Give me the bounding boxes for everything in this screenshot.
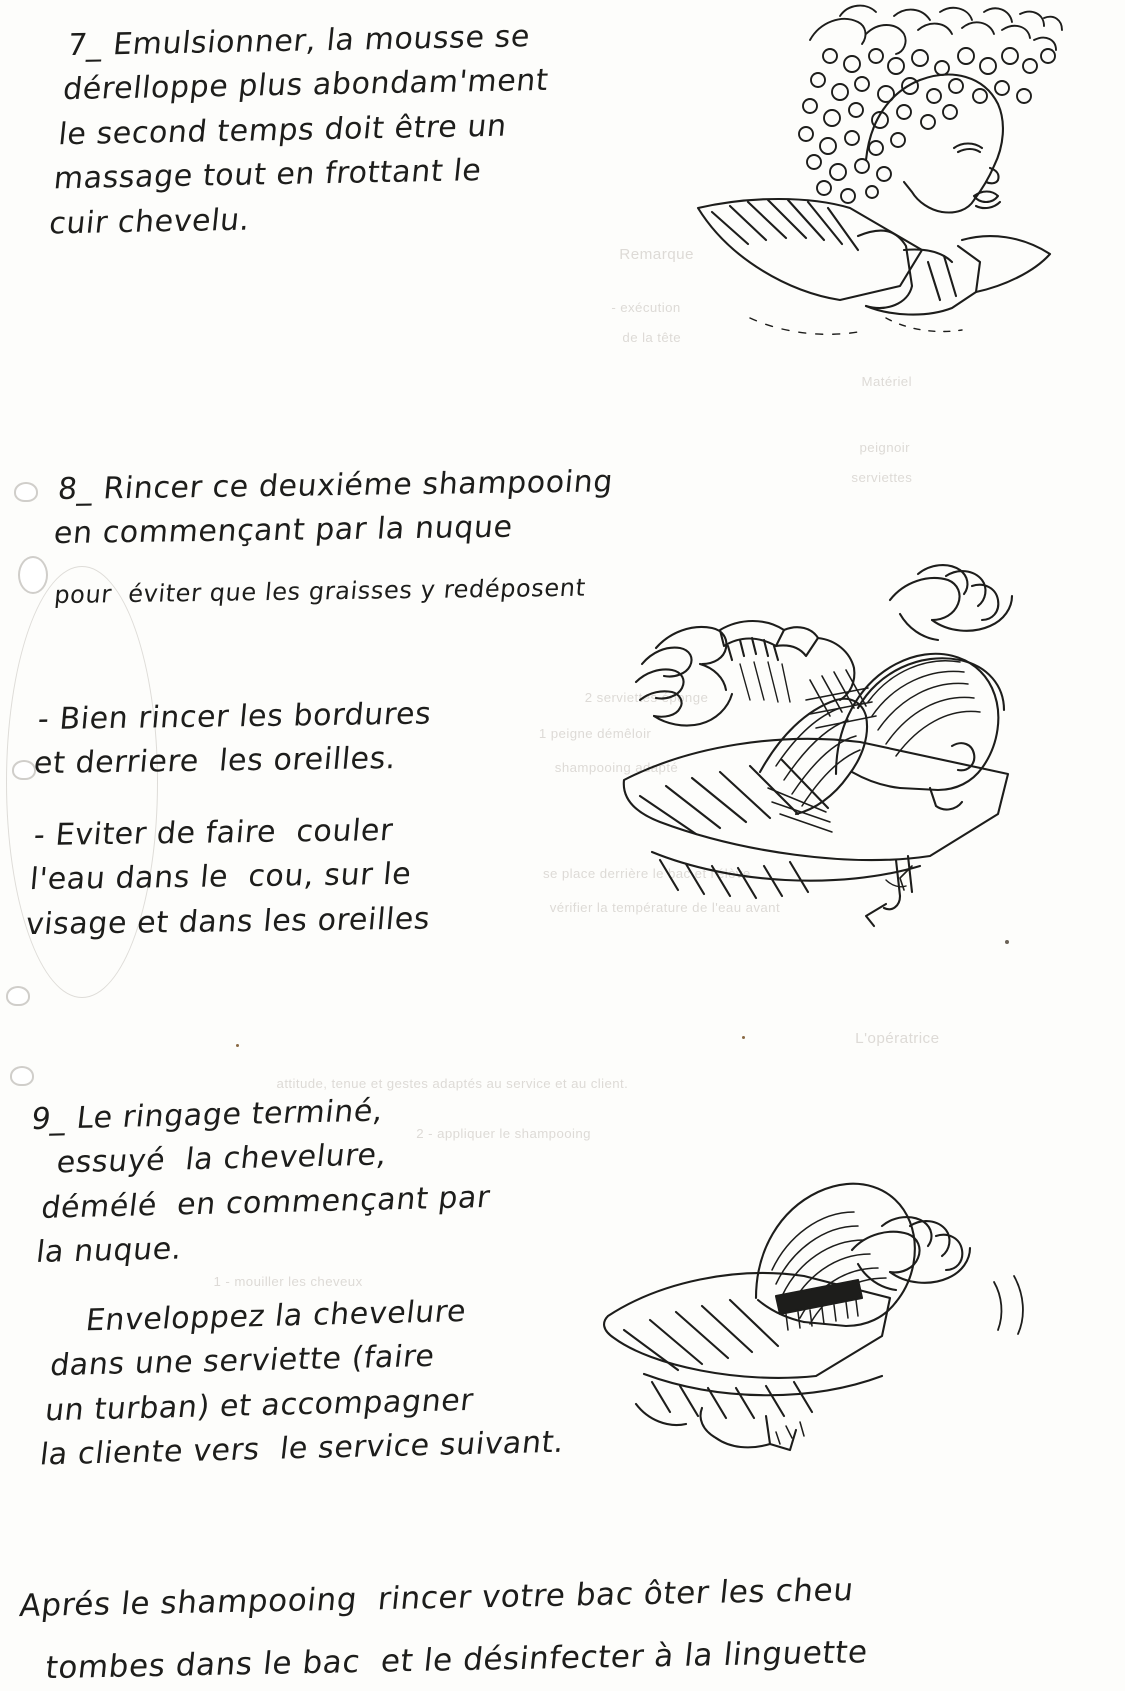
- ghost-text: shampooing adapté: [554, 760, 679, 775]
- step-7-illustration: [690, 0, 1110, 374]
- ghost-text: serviettes: [851, 470, 913, 485]
- step-9-paragraph: Enveloppez la chevelure dans une serviette (faire un turban) et accompagner la cliente vers le service suivant.: [38, 1293, 567, 1473]
- ghost-text: 1 peigne démêloir: [538, 726, 652, 741]
- ghost-text: vérifier la température de l'eau avant: [549, 900, 781, 915]
- footer-line-1: Aprés le shampooing rincer votre bac ôter les cheu: [17, 1571, 856, 1625]
- ghost-text: attitude, tenue et gestes adaptés au service et au client.: [276, 1076, 629, 1091]
- ghost-text: 1 - mouiller les cheveux: [213, 1274, 363, 1289]
- ghost-text: - exécution: [611, 300, 681, 315]
- punch-hole: [18, 556, 48, 594]
- ghost-text: L'opératrice: [855, 1030, 940, 1047]
- ghost-text: Remarque: [619, 246, 694, 263]
- ghost-text: 2 serviettes éponge: [584, 690, 709, 705]
- ghost-text: peignoir: [859, 440, 910, 455]
- step-8-text: 8_ Rincer ce deuxiéme shampooing en commençant par la nuque: [52, 464, 615, 552]
- step-8-bullet-2: - Eviter de faire couler l'eau dans le cou, sur le visage et dans les oreilles: [24, 812, 432, 942]
- ghost-text: se place derrière le bac et l'élève: [542, 866, 751, 881]
- step-7-text: 7_ Emulsionner, la mousse se dérelloppe plus abondam'ment le second temps doit être un massage tout en frottant le cuir chevelu.: [47, 19, 551, 242]
- step-8-bullet-1: - Bien rincer les bordures et derriere les oreilles.: [32, 696, 433, 782]
- ghost-text: 2 - appliquer le shampooing: [416, 1126, 591, 1141]
- footer-line-2: tombes dans le bac et le désinfecter à la linguette: [43, 1634, 870, 1687]
- paper-speck: [236, 1044, 239, 1047]
- ghost-text: de la tête: [622, 330, 682, 345]
- punch-hole: [6, 986, 30, 1006]
- paper-speck: [742, 1036, 745, 1039]
- step-9-illustration: [590, 1130, 1040, 1464]
- step-9-text: 9_ Le ringage terminé, essuyé la chevelure, démélé en commençant par la nuque.: [14, 1093, 493, 1271]
- punch-hole: [10, 1066, 34, 1086]
- step-8-illustration: [600, 560, 1040, 944]
- step-8-text-line3: pour éviter que les graisses y redéposent: [53, 573, 587, 610]
- punch-hole: [14, 482, 38, 502]
- ghost-text: Matériel: [861, 374, 912, 389]
